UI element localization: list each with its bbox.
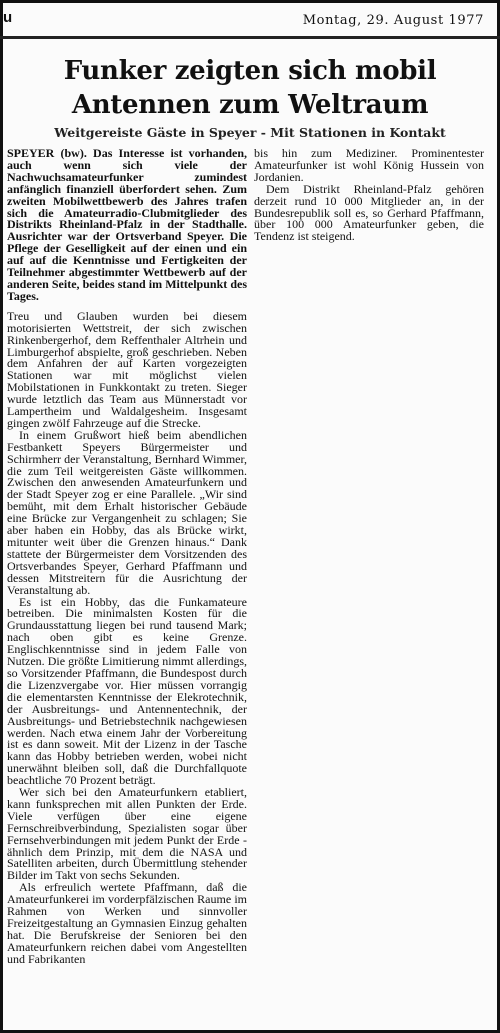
dateline: SPEYER (bw). <box>7 148 87 160</box>
article-column-left <box>7 148 247 1018</box>
headline-line-2: Antennen zum Weltraum <box>71 90 429 120</box>
page-header <box>0 0 500 40</box>
corner-fragment: u <box>3 9 13 26</box>
paragraph-5: Als erfreulich wertete Pfaffmann, daß die Amateurfunkerei im vorderpfälzischen Raume im Rahmen von Werken und sinnvoller Freizeitgestaltung an Gymnasien Einzug gehalten hat. Die Berufskreise der Senioren bei den Amateurfunkern reichen dabei vom Angestellten und Fabrikanten <box>7 880 247 966</box>
header-rule <box>0 36 500 39</box>
subheadline: Weitgereiste Gäste in Speyer - Mit Stationen in Kontakt <box>54 125 446 140</box>
article-lead <box>7 148 247 303</box>
headline <box>0 54 500 122</box>
paragraph-3: Es ist ein Hobby, das die Funkamateure betreiben. Die minimalsten Kosten für die Grundausstattung liegen bei rund tausend Mark; nach oben gibt es keine Grenze. Englischkenntnisse sind in jedem Falle von Nutzen. Die größte Limitierung nimmt allerdings, so Vorsitzender Pfaffmann, die Bundespost durch die Lizenzvergabe vor. Hier müssen vorrangig die elementarsten Kenntnisse der Elekrotechnik, der Ausbreitungs- und Antennentechnik, der Ausbreitungs- und Betriebstechnik nachgewiesen werden. Nach etwa einem Jahr der Vorbereitung ist es dann soweit. Mit der Lizenz in der Tasche kann das Hobby betrieben werden, wobei nicht unerwähnt bleiben soll, daß die Durchfallquote beachtliche 70 Prozent beträgt. <box>7 594 247 788</box>
headline-line-1: Funker zeigten sich mobil <box>63 56 437 86</box>
lead-text: Das Interesse ist vorhanden, auch wenn sich viele der Nachwuchsamateurfunker zumindest anfänglich finanziell überfordert sehen. Zum zweiten Mobilwettbewerb des Jahres trafen sich die Amateurradio-Clubmitglieder des Distrikts Rheinland-Pfalz in der Stadthalle. Ausrichter war der Ortsverband Speyer. Die Pflege der Geselligkeit auf der einen und ein auf auf die Kenntnisse und Fertigkeiten der Teilnehmer abgestimmter Wettbewerb auf der anderen Seite, beides stand im Mittelpunkt des Tages. <box>7 148 247 303</box>
paragraph-4: Wer sich bei den Amateurfunkern etabliert, kann funksprechen mit allen Punkten der Erde. Viele verfügen über eine eigene Fernschreibverbindung, Spezialisten sogar über Fernsehverbindungen mit jedem Punkt der Erde - ähnlich dem Prinzip, mit dem die NASA und Satelliten arbeiten, durch Übermittlung stehender Bilder im Takt von sechs Sekunden. <box>7 785 247 883</box>
issue-date: Montag, 29. August 1977 <box>302 13 484 28</box>
paragraph-6: bis hin zum Mediziner. Prominentester Amateurfunker ist wohl König Hussein von Jordanien. <box>254 146 484 184</box>
article-column-right <box>254 148 484 243</box>
paragraph-7: Dem Distrikt Rheinland-Pfalz gehören derzeit rund 10 000 Mitglieder an, in der Bundesrepublik soll es, so Gerhard Pfaffmann, über 100 000 Amateurfunker geben, die Tendenz ist steigend. <box>254 181 484 244</box>
paragraph-1: Treu und Glauben wurden bei diesem motorisierten Wettstreit, der sich zwischen Rinkenbergerhof, dem Reffenthaler Altrhein und Limburgerhof abspielte, groß geschrieben. Neben dem Anfahren der auf Karten vorgezeigten Stationen war mit möglichst vielen Mobilstationen in Funkkontakt zu treten. Sieger wurde letztlich das Team aus Münnerstadt vor Lampertheim und Waldalgesheim. Insgesamt gingen zwölf Fahrzeuge auf die Strecke. <box>7 308 247 430</box>
paragraph-2: In einem Grußwort hieß beim abendlichen Festbankett Speyers Bürgermeister und Schirmherr der Veranstaltung, Bernhard Wimmer, die zum Teil weitgereisten Gäste willkommen. Zwischen den anwesenden Amateurfunkern und der Stadt Speyer zog er eine Parallele. „Wir sind bemüht, mit dem Erhalt historischer Gebäude eine Brücke zur Vergangenheit zu schlagen; Sie aber haben ein Hobby, das als Brücke wirkt, mitunter weit über die Grenzen hinaus.“ Dank stattete der Bürgermeister dem Vorsitzenden des Ortsverbandes Speyer, Gerhard Pfaffmann und dessen Mitstreitern für die Ausrichtung der Veranstaltung ab. <box>7 427 247 597</box>
